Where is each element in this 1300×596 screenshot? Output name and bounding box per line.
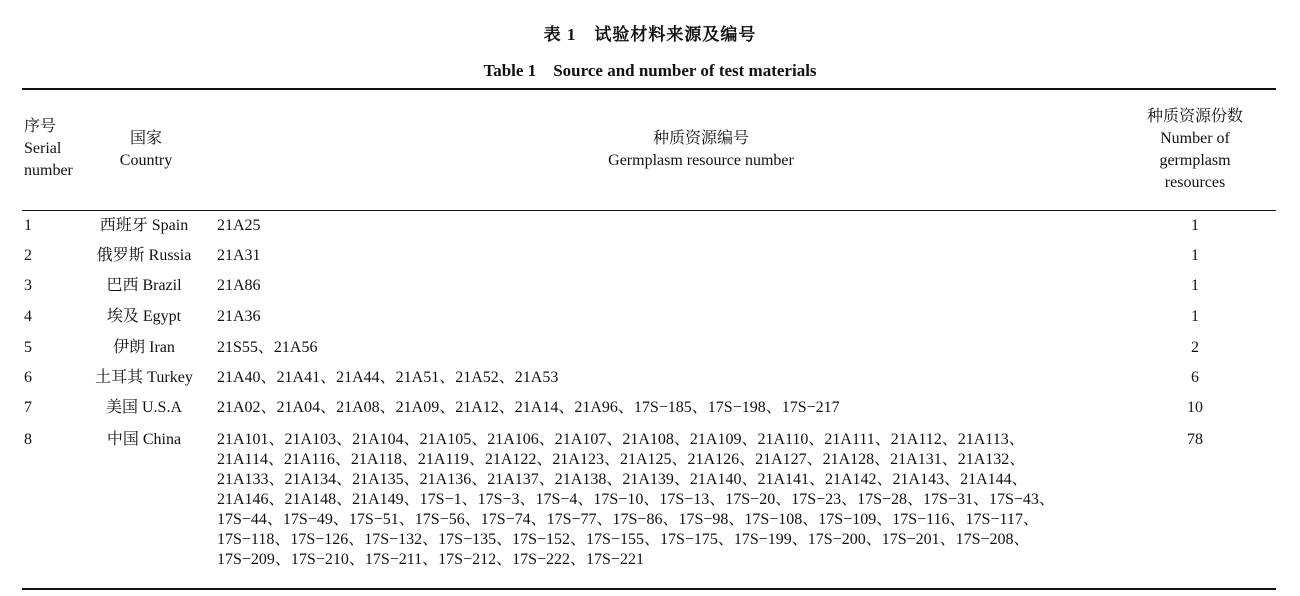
germplasm-line: 21A02、21A04、21A08、21A09、21A12、21A14、21A96、17S−185、17S−198、17S−217	[217, 399, 840, 416]
header-count-cn: 种质资源份数	[1146, 108, 1243, 125]
row-serial: 5	[24, 339, 32, 356]
row-country: 巴西 Brazil	[106, 277, 182, 294]
germplasm-line: 17S−44、17S−49、17S−51、17S−56、17S−74、17S−77、17S−86、17S−98、17S−108、17S−109、17S−116、17S−117、	[217, 511, 1039, 528]
germplasm-line: 21A40、21A41、21A44、21A51、21A52、21A53	[217, 369, 559, 386]
bottom-rule	[22, 588, 1276, 590]
header-count-en-2: germplasm	[1159, 152, 1231, 169]
row-serial: 3	[24, 277, 32, 294]
row-germplasm-numbers	[217, 246, 1117, 266]
row-country: 美国 U.S.A	[105, 399, 182, 416]
row-germplasm-numbers	[217, 307, 1117, 327]
header-germplasm-number	[216, 128, 1186, 172]
header-country-en: Country	[119, 152, 173, 169]
germplasm-line: 21A114、21A116、21A118、21A119、21A122、21A123、21A125、21A126、21A127、21A128、21A131、21A132、	[217, 451, 1026, 468]
germplasm-line: 17S−118、17S−126、17S−132、17S−135、17S−152、17S−155、17S−175、17S−199、17S−200、17S−201、17S−208、	[217, 531, 1030, 548]
row-serial: 4	[24, 308, 32, 325]
header-count-en-3: resources	[1164, 174, 1226, 191]
row-country: 中国 China	[106, 431, 182, 448]
header-serial	[24, 116, 94, 182]
row-germplasm-numbers	[217, 398, 1117, 418]
header-germplasm-cn: 种质资源编号	[652, 130, 749, 147]
header-serial-en-2: number	[24, 162, 73, 179]
row-resource-count: 78	[1187, 431, 1203, 448]
row-country: 土耳其 Turkey	[95, 369, 193, 386]
germplasm-line: 21A146、21A148、21A149、17S−1、17S−3、17S−4、17S−10、17S−13、17S−20、17S−23、17S−28、17S−31、17S−43、	[217, 491, 1055, 508]
row-resource-count: 1	[1191, 308, 1199, 325]
top-rule	[22, 88, 1276, 90]
germplasm-line: 21A133、21A134、21A135、21A136、21A137、21A138、21A139、21A140、21A141、21A142、21A143、21A144、	[217, 471, 1028, 488]
row-serial: 6	[24, 369, 32, 386]
header-count-en-1: Number of	[1160, 130, 1230, 147]
header-serial-en-1: Serial	[24, 140, 62, 157]
row-country: 伊朗 Iran	[113, 339, 175, 356]
row-serial: 1	[24, 217, 32, 234]
germplasm-line: 21A86	[217, 277, 261, 294]
header-germplasm-en: Germplasm resource number	[608, 152, 794, 169]
row-resource-count: 6	[1191, 369, 1199, 386]
table-title-english: Table 1 Source and number of test materials	[483, 61, 817, 80]
row-germplasm-numbers	[217, 368, 1117, 388]
header-serial-cn: 序号	[24, 118, 57, 135]
row-germplasm-numbers	[217, 216, 1117, 236]
row-resource-count: 1	[1191, 247, 1199, 264]
row-serial: 7	[24, 399, 32, 416]
germplasm-line: 21S55、21A56	[217, 339, 318, 356]
row-serial: 8	[24, 431, 32, 448]
germplasm-line: 21A31	[217, 247, 261, 264]
header-country-cn: 国家	[129, 130, 162, 147]
header-country	[100, 128, 192, 172]
row-germplasm-numbers	[217, 338, 1117, 358]
germplasm-line: 21A101、21A103、21A104、21A105、21A106、21A107、21A108、21A109、21A110、21A111、21A112、21A113、	[217, 431, 1025, 448]
table-title-chinese: 表 1 试验材料来源及编号	[543, 25, 757, 44]
row-country: 俄罗斯 Russia	[96, 247, 192, 264]
row-resource-count: 2	[1191, 339, 1199, 356]
row-resource-count: 1	[1191, 217, 1199, 234]
row-germplasm-numbers	[217, 430, 1117, 570]
header-rule	[22, 210, 1276, 211]
row-country: 埃及 Egypt	[106, 308, 182, 325]
germplasm-line: 21A25	[217, 217, 261, 234]
row-resource-count: 1	[1191, 277, 1199, 294]
row-germplasm-numbers	[217, 276, 1117, 296]
germplasm-line: 21A36	[217, 308, 261, 325]
row-country: 西班牙 Spain	[99, 217, 189, 234]
row-resource-count: 10	[1187, 399, 1203, 416]
row-serial: 2	[24, 247, 32, 264]
header-resource-count	[1110, 106, 1280, 194]
germplasm-line: 17S−209、17S−210、17S−211、17S−212、17S−222、17S−221	[217, 551, 644, 568]
